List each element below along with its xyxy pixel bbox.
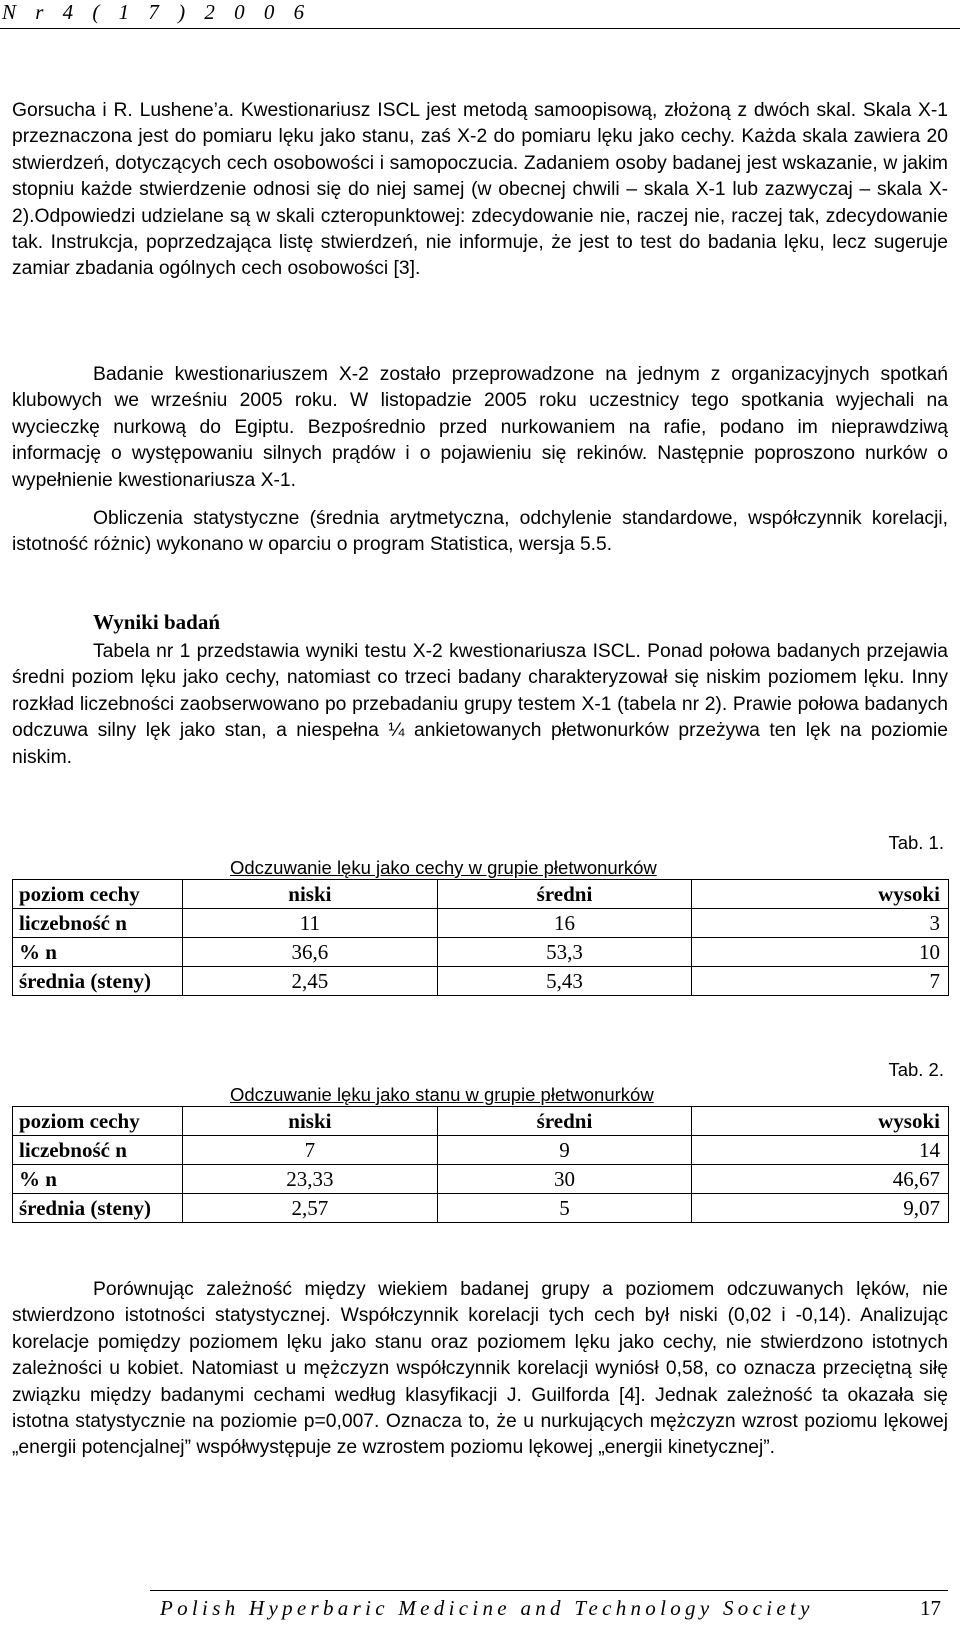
- table-cell: 9: [437, 1136, 692, 1165]
- table1-caption: Odczuwanie lęku jako cechy w grupie płetwonurków: [230, 857, 657, 878]
- table-row: [13, 1107, 949, 1136]
- table-cell: liczebność n: [13, 909, 183, 938]
- footer-rule: [150, 1590, 948, 1591]
- table-cell: 9,07: [692, 1194, 949, 1223]
- paragraph-results: Tabela nr 1 przedstawia wyniki testu X-2 kwestionariusza ISCL. Ponad połowa badanych przejawia średni poziom lęku jako cechy, natomiast co trzeci badany charakteryzował się niskim poziomem lęku. Inny rozkład liczebności zaobserwowano po przebadaniu grupy testem X-1 (tabela nr 2). Prawie połowa badanych odczuwa silny lęk jako stan, a niespełna ¼ ankietowanych płetwonurków przeżywa ten lęk na poziomie niskim.: [12, 641, 948, 768]
- table-cell: średnia (steny): [13, 1194, 183, 1223]
- paragraph-procedure: Badanie kwestionariuszem X-2 zostało przeprowadzone na jednym z organizacyjnych spotkań klubowych we wrześniu 2005 roku. W listopadzie 2005 roku uczestnicy tego spotkania wyjechali na wycieczkę nurkową do Egiptu. Bezpośrednio przed nurkowaniem na rafie, podano im nieprawdziwą informację o występowaniu silnych prądów i o pojawieniu się rekinów. Następnie poproszono nurków o wypełnienie kwestionariusza X-1.: [12, 364, 948, 491]
- table-row: [13, 909, 949, 938]
- table-cell: 11: [183, 909, 438, 938]
- table-cell: poziom cechy: [13, 1107, 183, 1136]
- table-row: [13, 967, 949, 996]
- table2-caption: Odczuwanie lęku jako stanu w grupie płetwonurków: [230, 1084, 654, 1105]
- table1-label: Tab. 1.: [888, 832, 944, 853]
- table1: [12, 879, 949, 996]
- table-cell: 36,6: [183, 938, 438, 967]
- table-cell: wysoki: [692, 880, 949, 909]
- page-number: 17: [920, 1596, 941, 1620]
- table-cell: niski: [183, 1107, 438, 1136]
- header-rule: [0, 28, 960, 29]
- page-header: [0, 0, 960, 46]
- section-heading: Wyniki badań: [93, 610, 221, 634]
- table-cell: średnia (steny): [13, 967, 183, 996]
- table-cell: 30: [437, 1165, 692, 1194]
- journal-name: Polish Hyperbaric Medicine and Technology Society: [160, 1596, 814, 1620]
- table-cell: 5,43: [437, 967, 692, 996]
- table2: [12, 1106, 949, 1223]
- paragraph-statistics: Obliczenia statystyczne (średnia arytmetyczna, odchylenie standardowe, współczynnik korelacji, istotność różnic) wykonano w oparciu o program Statistica, wersja 5.5.: [12, 508, 948, 556]
- table-row: [13, 1136, 949, 1165]
- table-cell: % n: [13, 938, 183, 967]
- paragraph-method: Gorsucha i R. Lushene’a. Kwestionariusz ISCL jest metodą samoopisową, złożoną z dwóch skal. Skala X-1 przeznaczona jest do pomiaru lęku jako stanu, zaś X-2 do pomiaru lęku jako cechy. Każda skala zawiera 20 stwierdzeń, dotyczących cech osobowości i samopoczucia. Zadaniem osoby badanej jest wskazanie, w jakim stopniu każde stwierdzenie odnosi się do niej samej (w obecnej chwili – skala X-1 lub zazwyczaj – skala X-2).Odpowiedzi udzielane są w skali czteropunktowej: zdecydowanie nie, raczej nie, raczej tak, zdecydowanie tak. Instrukcja, poprzedzająca listę stwierdzeń, nie informuje, że jest to test do badania lęku, lecz sugeruje zamiar zbadania ogólnych cech osobowości [3].: [12, 100, 948, 280]
- table-cell: 46,67: [692, 1165, 949, 1194]
- table-cell: 7: [183, 1136, 438, 1165]
- table-row: [13, 938, 949, 967]
- paragraph-discussion: Porównując zależność między wiekiem badanej grupy a poziomem odczuwanych lęków, nie stwierdzono istotności statystycznej. Współczynnik korelacji tych cech był niski (0,02 i -0,14). Analizując korelacje pomiędzy poziomem lęku jako stanu oraz poziomem lęku jako cechy, nie stwierdzono istotnych zależności u kobiet. Natomiast u mężczyzn współczynnik korelacji wyniósł 0,58, co oznacza przeciętną siłę związku między badanymi cechami według klasyfikacji J. Guilforda [4]. Jednak zależność ta okazała się istotna statystycznie na poziomie p=0,007. Oznacza to, że u nurkujących mężczyzn wzrost poziomu lękowej „energii potencjalnej” współwystępuje ze wzrostem poziomu lękowej „energii kinetycznej”.: [12, 1279, 948, 1459]
- table-cell: 23,33: [183, 1165, 438, 1194]
- table-cell: niski: [183, 880, 438, 909]
- table-cell: średni: [437, 880, 692, 909]
- table-cell: poziom cechy: [13, 880, 183, 909]
- table-row: [13, 880, 949, 909]
- table-cell: 14: [692, 1136, 949, 1165]
- table-cell: średni: [437, 1107, 692, 1136]
- table-cell: 5: [437, 1194, 692, 1223]
- table-cell: 53,3: [437, 938, 692, 967]
- issue-number: N r 4 ( 1 7 ) 2 0 0 6: [2, 0, 312, 24]
- table-cell: 2,45: [183, 967, 438, 996]
- table-row: [13, 1194, 949, 1223]
- table-cell: 2,57: [183, 1194, 438, 1223]
- table-cell: 7: [692, 967, 949, 996]
- table-cell: liczebność n: [13, 1136, 183, 1165]
- table-row: [13, 1165, 949, 1194]
- table2-label: Tab. 2.: [888, 1059, 944, 1080]
- table-cell: wysoki: [692, 1107, 949, 1136]
- table-cell: 3: [692, 909, 949, 938]
- table-cell: % n: [13, 1165, 183, 1194]
- table-cell: 16: [437, 909, 692, 938]
- table-cell: 10: [692, 938, 949, 967]
